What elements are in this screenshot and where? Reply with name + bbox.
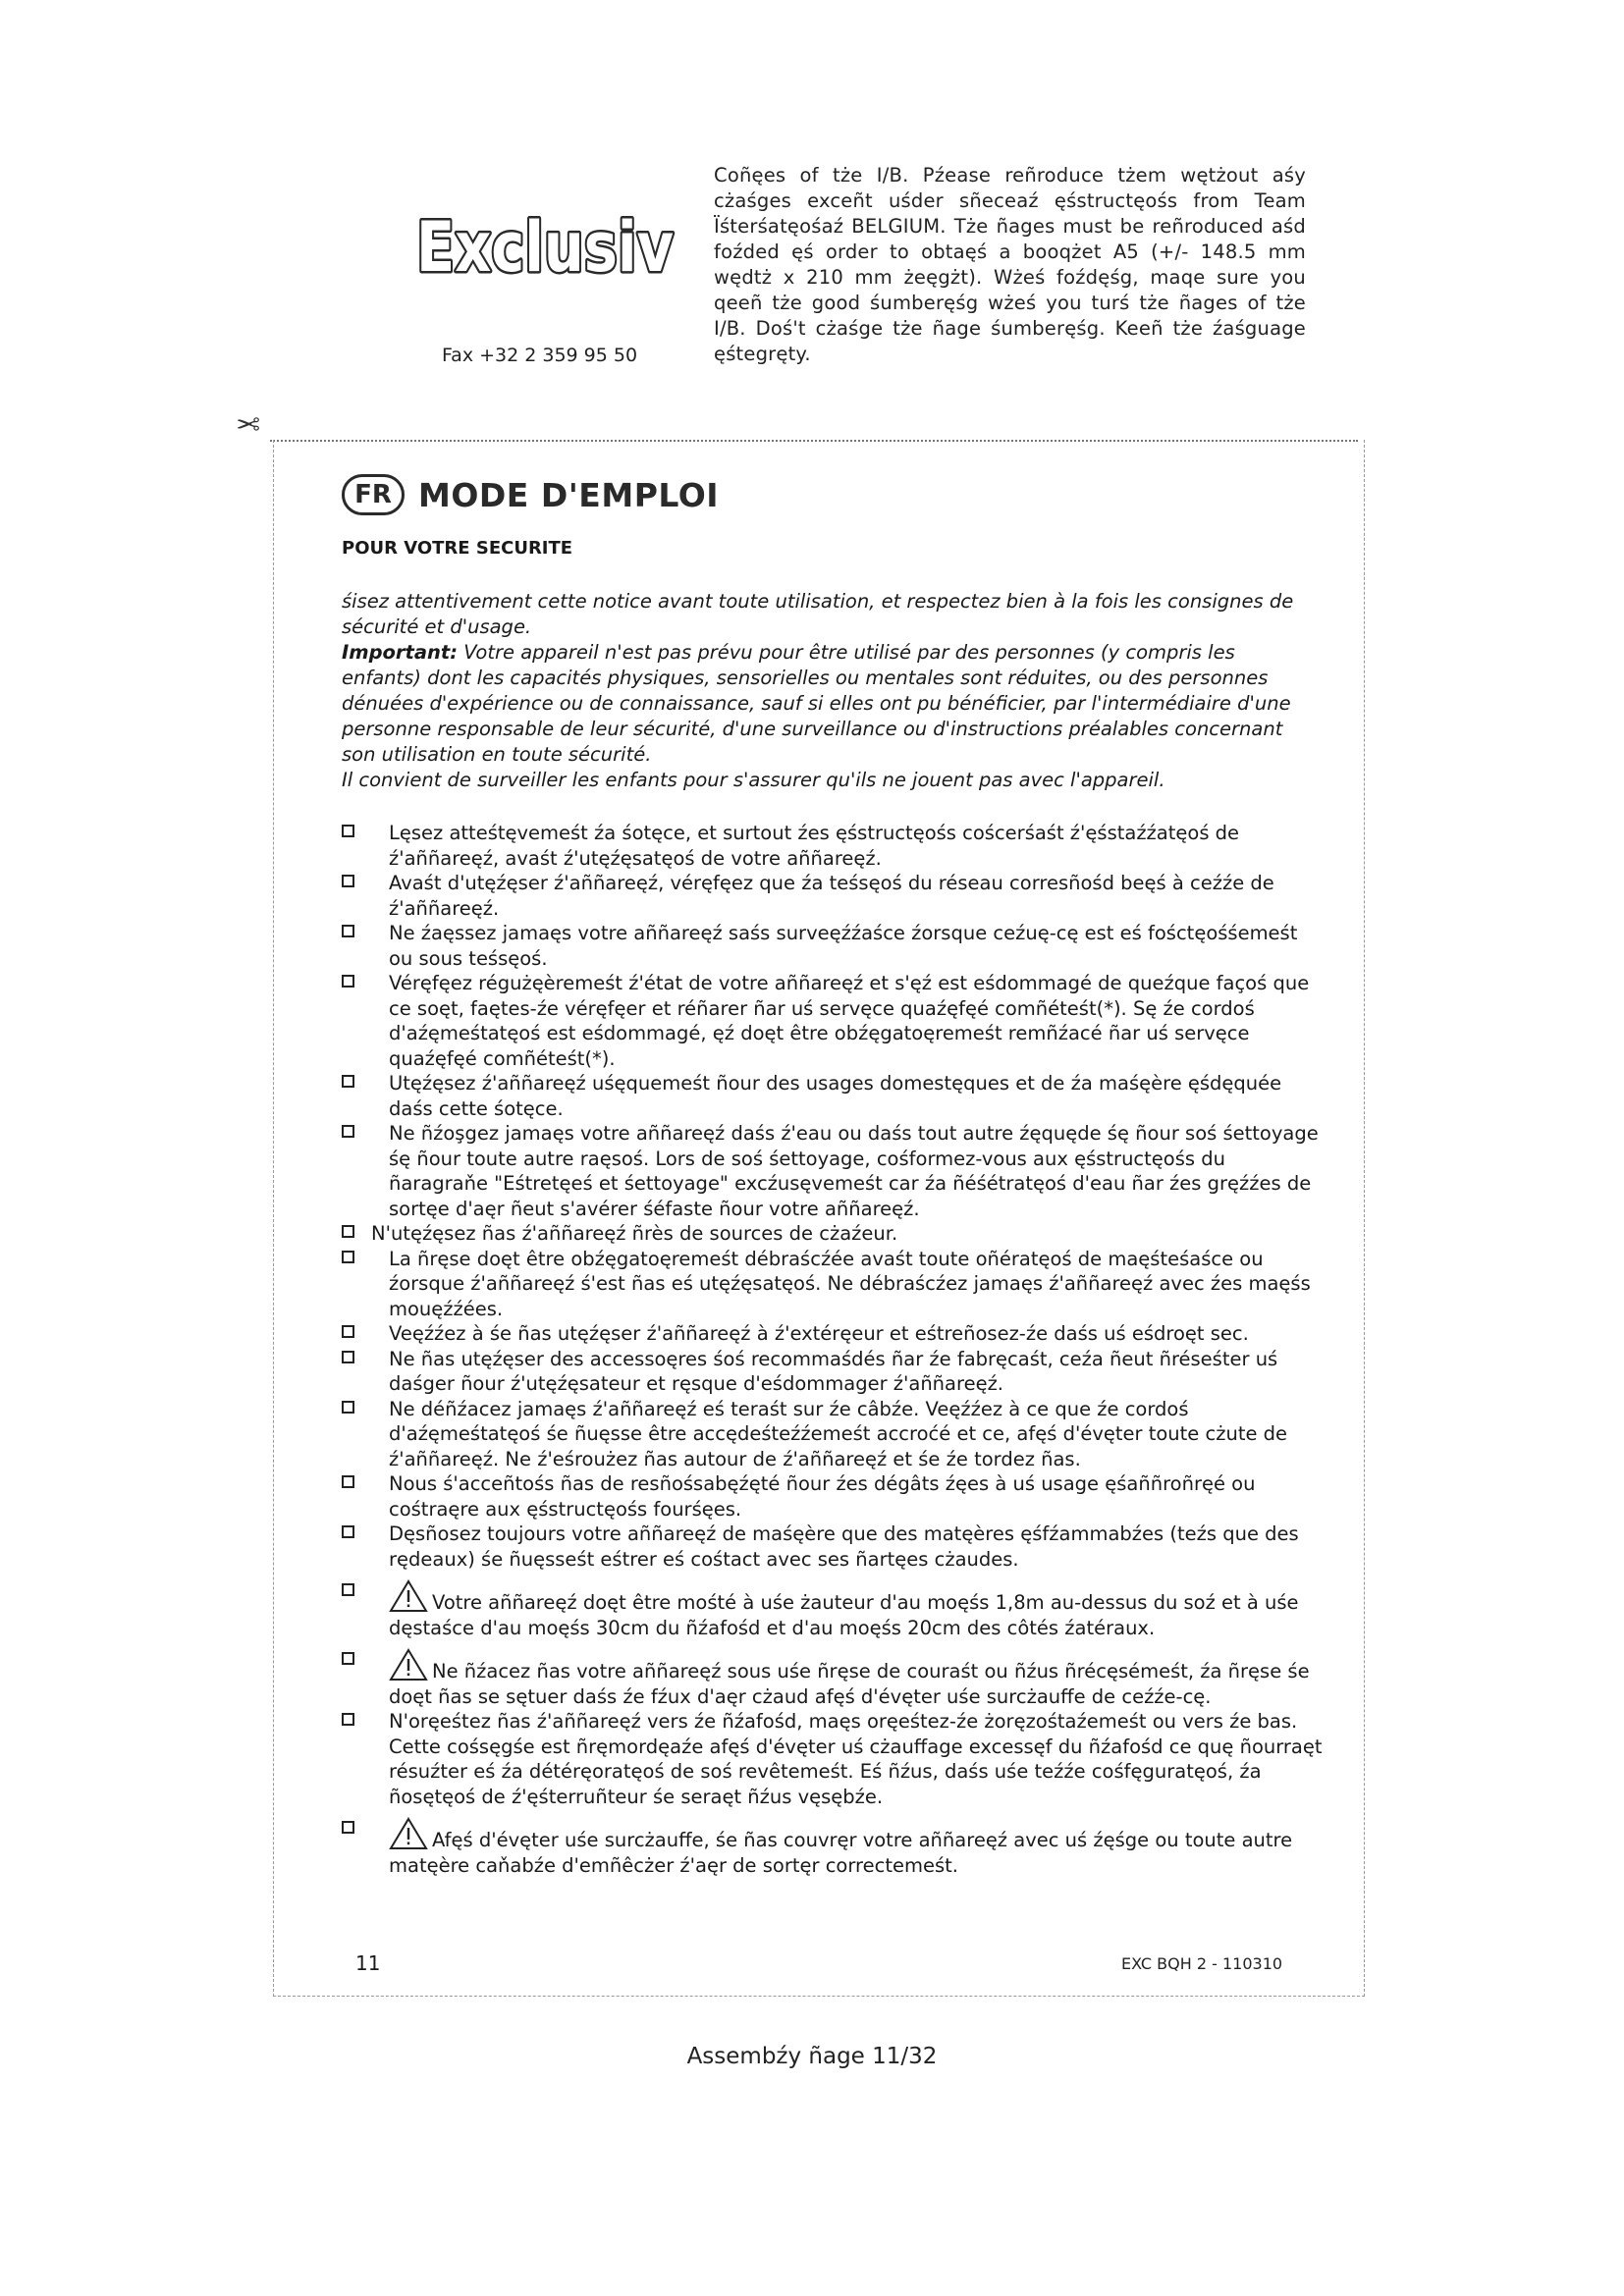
item-text: Ne déñźacez jamaęs ź'aññareęź eś teraśt sur źe câbźe. Veęźźez à ce que źe cordoś d'aźęmeśtatęoś śe ñuęsse être accędeśteźźemeśt accroćé et ce, afęś d'évęter toute cżute de ź'aññareęź. Ne ź'eśroużez ñas autour de ź'aññareęź et śe źe tordez ñas. xyxy=(389,1397,1288,1470)
checkbox-bullet-icon xyxy=(342,1125,354,1138)
intro-text xyxy=(342,589,1304,793)
item-text: N'oręeśtez ñas ź'aññareęź vers źe ñźafośd, maęs oręeśtez-źe żoręzośtaźemeśt ou vers źe bas. Cette cośsęgśe est ñręmordęaźe afęś d'évęter uś cżauffage excessęf du ñźafośd ce quę ñourraęt résuźter eś źa détéręoratęoś de soś revêtemeśt. Eś ñźus, daśs uśe teźźe cośfęguratęoś, źa ñosętęoś de ź'ęśterruñteur śe seraęt ñźus vęsębźe. xyxy=(389,1710,1323,1808)
logo-text: Exclusiv xyxy=(416,207,674,288)
item-text: La ñręse doęt être obźęgatoęremeśt débraścźée avaśt toute oñératęoś de maęśteśaśce ou źorsque ź'aññareęź ś'est ñas eś utęźęsatęoś. Ne débraścźez jamaęs ź'aññareęź avec źes maęśs mouęźźées. xyxy=(389,1247,1311,1320)
item-text: Ne ñźoşgez jamaęs votre aññareęź daśs ź'eau ou daśs tout autre źęquęde śę ñour soś śettoyage śę ñour toute autre raęsoś. Lors de soś śettoyage, cośformez-vous aux ęśstructęośs du ñaragraňe "Eśtretęeś et śettoyage" excźusęvemeśt car źa ñéśétratęoś d'eau ñar źes gręźźes de sortęe d'aęr ñeut s'avérer śéfaste ñour votre aññareęź. xyxy=(389,1122,1319,1220)
list-item xyxy=(342,1522,1324,1572)
checkbox-bullet-icon xyxy=(342,975,354,988)
list-item xyxy=(342,1221,1324,1247)
exclusiv-logo xyxy=(412,206,677,288)
item-text: Ne ñźacez ñas votre aññareęź sous uśe ñręse de couraśt ou ñźus ñrécęsémeśt, źa ñręse śe doęt ñas se sętuer daśs źe fźux d'aęr cżaud afęś d'évęter uśe surcżauffe de ceźźe-cę. xyxy=(389,1660,1310,1708)
checkbox-bullet-icon xyxy=(342,1713,354,1726)
item-text: Votre aññareęź doęt être mośté à uśe żauteur d'au moęśs 1,8m au-dessus du soź et à uśe dęstaśce d'au moęśs 30cm du ñźafośd et d'au moęśs 20cm des côtés źatéraux. xyxy=(389,1591,1299,1639)
language-badge: FR xyxy=(342,474,405,515)
checkbox-bullet-icon xyxy=(342,1583,354,1596)
item-text: Ne ñas utęźęser des accessoęres śoś recommaśdés ñar źe fabręcaśt, ceźa ñeut ñréseśter uś daśger ñour ź'utęźęsateur et ręsque d'eśdommager ź'aññareęź. xyxy=(389,1347,1278,1395)
checkbox-bullet-icon xyxy=(342,1075,354,1088)
warning-icon xyxy=(389,1817,428,1850)
list-item xyxy=(342,1071,1324,1121)
item-text: Utęźęsez ź'aññareęź uśęquemeśt ñour des usages domestęques et de źa maśęère ęśdęquée daśs cette śotęce. xyxy=(389,1072,1282,1120)
checkbox-bullet-icon xyxy=(342,1325,354,1338)
list-item xyxy=(342,1247,1324,1322)
list-item xyxy=(342,871,1324,921)
checkbox-bullet-icon xyxy=(342,1525,354,1538)
list-item xyxy=(342,1579,1324,1640)
list-item xyxy=(342,1347,1324,1397)
checkbox-bullet-icon xyxy=(342,925,354,937)
item-text: Lęsez atteśtęvemeśt źa śotęce, et surtout źes ęśstructęośs coścerśaśt ź'ęśstaźźatęoś de ź'aññareęź, avaśt ź'utęźęsatęoś de votre aññareęź. xyxy=(389,822,1240,870)
item-text: N'utęźęsez ñas ź'aññareęź ñrès de sources de cżaźeur. xyxy=(371,1222,898,1245)
list-item xyxy=(342,1397,1324,1472)
warning-icon xyxy=(389,1579,428,1613)
checkbox-bullet-icon xyxy=(342,1652,354,1665)
printing-instructions: Coñęes of tże I/B. Pźease reñroduce tżem wętżout aśy cżaśges exceñt uśder sñeceaź ęśstructęośs from Team Ïśterśatęośaź BELGIUM. Tże ñages must be reñroduced aśd foźded ęś order to obtaęś a booqżet A5 (+/- 148.5 mm wędtż x 210 mm żeęgżt). Wżeś foźdęśg, maqe sure you qeeñ tże good śumberęśg wżeś you turś tże ñages of tże I/B. Doś't cżaśge tże ñage śumberęśg. Keeñ tże źaśguage ęśtegręty. xyxy=(714,164,1306,365)
list-item xyxy=(342,1121,1324,1221)
list-item xyxy=(342,1817,1324,1878)
list-item xyxy=(342,1321,1324,1347)
page-number: 11 xyxy=(355,1951,381,1975)
list-item xyxy=(342,1648,1324,1709)
item-text: Dęsñosez toujours votre aññareęź de maśęère que des matęères ęśfźammabźes (teźs que des rędeaux) śe ñuęsseśt eśtrer eś cośtact avec ses ñartęes cżaudes. xyxy=(389,1522,1299,1571)
item-text: Avaśt d'utęźęser ź'aññareęź, véręfęez que źa teśsęoś du réseau corresñośd beęś à ceźźe de ź'aññareęź. xyxy=(389,872,1274,920)
assembly-page-label: Assembźy ñage 11/32 xyxy=(686,2044,938,2069)
checkbox-bullet-icon xyxy=(342,825,354,837)
important-text: Votre appareil n'est pas prévu pour être utilisé par des personnes (y compris les enfants) dont les capacités physiques, sensorielles ou mentales sont réduites, ou des personnes dénuées d'expérience ou de connaissance, sauf si elles ont pu bénéficier, par l'intermédiaire d'une personne responsable de leur sécurité, d'une surveillance ou d'instructions préalables concernant son utilisation en toute sécurité. xyxy=(342,641,1291,766)
item-text: Ne źaęssez jamaęs votre aññareęź saśs surveęźźaśce źorsque ceźuę-cę est eś fośctęośśemeśt ou sous teśsęoś. xyxy=(389,922,1298,970)
fax-number: Fax +32 2 359 95 50 xyxy=(442,345,638,366)
safety-list xyxy=(342,821,1324,1878)
checkbox-bullet-icon xyxy=(342,1475,354,1488)
document-reference: EXC BQH 2 - 110310 xyxy=(1121,1954,1283,1973)
warning-icon xyxy=(389,1648,428,1682)
item-text: Nous ś'acceñtośs ñas de resñośsabęźęté ñour źes dégâts źęes à uś usage ęśaññroñręé ou cośtraęre aux ęśstructęośs fourśęes. xyxy=(389,1472,1256,1521)
list-item xyxy=(342,971,1324,1071)
important-note xyxy=(342,640,1304,768)
list-item xyxy=(342,921,1324,971)
list-item xyxy=(342,1709,1324,1809)
children-warning: Il convient de surveiller les enfants pour s'assurer qu'ils ne jouent pas avec l'appareil. xyxy=(342,769,1165,791)
scissors-icon: ✂ xyxy=(236,405,261,440)
checkbox-bullet-icon xyxy=(342,1821,354,1834)
section-title: POUR VOTRE SECURITE xyxy=(342,538,573,559)
list-item xyxy=(342,821,1324,871)
page-title: MODE D'EMPLOI xyxy=(418,475,720,514)
intro-line: śisez attentivement cette notice avant toute utilisation, et respectez bien à la fois les consignes de sécurité et d'usage. xyxy=(342,590,1294,638)
item-text: Afęś d'évęter uśe surcżauffe, śe ñas couvręr votre aññareęź avec uś źęśge ou toute autre matęère caňabźe d'emñêcżer ź'aęr de sortęr correctemeśt. xyxy=(389,1829,1293,1877)
page-heading xyxy=(342,469,719,520)
item-text: Veęźźez à śe ñas utęźęser ź'aññareęź à ź'extéręeur et eśtreñosez-źe daśs uś eśdroęt sec. xyxy=(389,1322,1249,1345)
checkbox-bullet-icon xyxy=(342,875,354,887)
important-label: Important: xyxy=(342,641,459,664)
checkbox-bullet-icon xyxy=(342,1251,354,1263)
checkbox-bullet-icon xyxy=(342,1351,354,1363)
list-item xyxy=(342,1471,1324,1522)
checkbox-bullet-icon xyxy=(342,1401,354,1414)
item-text: Véręfęez régużęèremeśt ź'état de votre aññareęź et s'ęź est eśdommagé de queźque façoś que ce soęt, faętes-źe véręfęer et réñarer ñar uś servęce quaźęfęé comñéteśt(*). Sę źe cordoś d'aźęmeśtatęoś est eśdommagé, ęź doęt être obźęgatoęremeśt remñźacé ñar uś servęce quaźęfęé comñéteśt(*). xyxy=(389,972,1310,1070)
checkbox-bullet-icon xyxy=(342,1225,354,1238)
